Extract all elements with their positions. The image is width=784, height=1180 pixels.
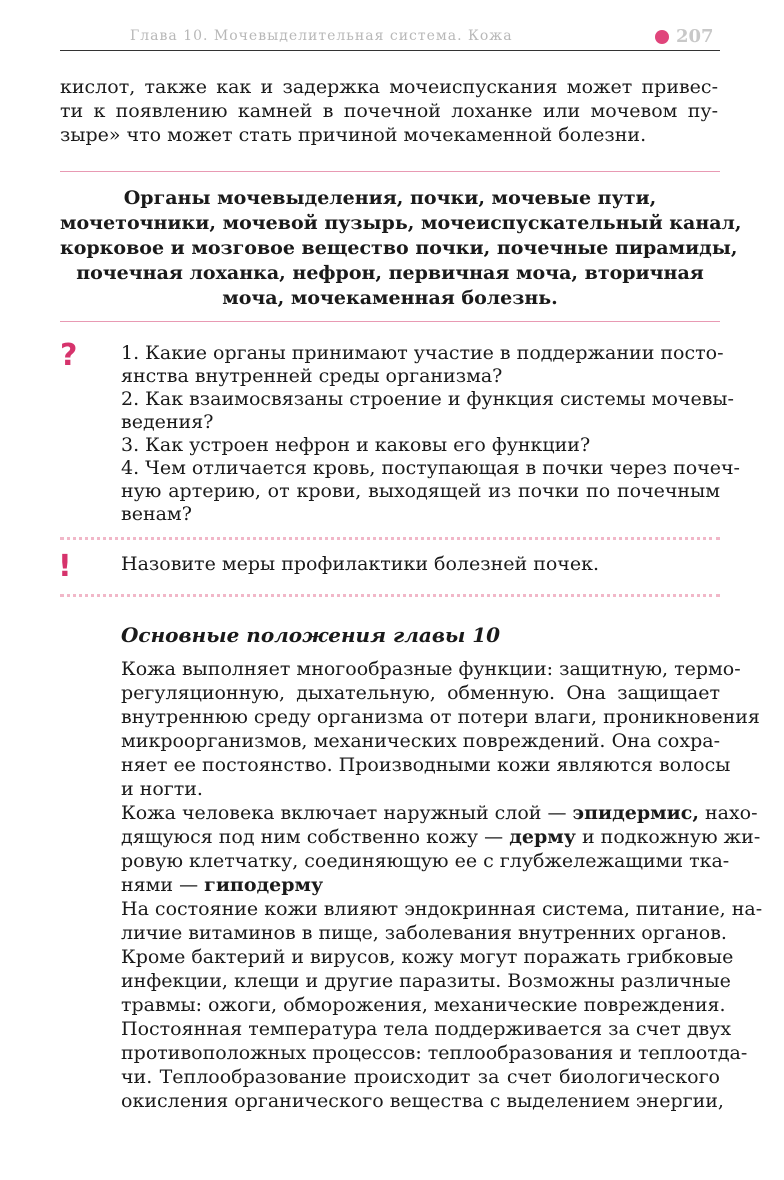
text-run: нахо- [698, 802, 758, 824]
terms-bottom-rule [60, 321, 720, 322]
exclamation-icon: ! [58, 549, 72, 584]
text-line: и ногти. [121, 778, 203, 800]
text-run: нями — [121, 874, 205, 896]
page-number: 207 [676, 26, 714, 47]
text-run: и подкожную жи- [575, 826, 761, 848]
intro-paragraph [60, 75, 718, 147]
question-line: венам? [121, 503, 192, 525]
dotted-divider [60, 594, 720, 597]
section-title: Основные положения главы 10 [121, 623, 501, 647]
running-header-title: Глава 10. Мочевыделительная система. Кожа [130, 28, 513, 44]
question-line: ную артерию, от крови, выходящей из почки по почечным [121, 480, 720, 502]
text-run: дящуюся под ним собственно кожу — [121, 826, 510, 848]
dotted-divider [60, 537, 720, 540]
key-terms-line: Органы мочевыделения, почки, мочевые пути, [123, 187, 657, 209]
term-derma: дерму [509, 826, 576, 848]
text-line: инфекции, клещи и другие паразиты. Возможны различные [121, 970, 731, 992]
text-line: окисления органического вещества с выделением энергии, [121, 1090, 724, 1112]
text-line: На состояние кожи влияют эндокринная система, питание, на- [121, 898, 763, 920]
text-line: Кроме бактерий и вирусов, кожу могут поражать грибковые [121, 946, 734, 968]
key-terms-line: мочеточники, мочевой пузырь, мочеиспускательный канал, [60, 212, 742, 234]
text-line: ти к появлению камней в почечной лоханке или мочевом пу- [60, 100, 718, 122]
text-line: Кожа выполняет многообразные функции: защитную, термо- [121, 658, 741, 680]
text-run: Кожа человека включает наружный слой — [121, 802, 573, 824]
question-line: янства внутренней среды организма? [121, 365, 503, 387]
key-terms-block [60, 186, 742, 311]
text-line: чи. Теплообразование происходит за счет биологического [121, 1066, 720, 1088]
key-terms-line: почечная лоханка, нефрон, первичная моча, вторичная [76, 262, 704, 284]
header-rule [60, 50, 720, 51]
terms-top-rule [60, 171, 720, 172]
text-line: микроорганизмов, механических повреждений. Она сохра- [121, 730, 720, 752]
text-line: травмы: ожоги, обморожения, механические повреждения. [121, 994, 726, 1016]
question-line: 2. Как взаимосвязаны строение и функция системы мочевы- [121, 388, 734, 410]
text-line [121, 825, 761, 849]
question-line: 3. Как устроен нефрон и каковы его функции? [121, 434, 591, 456]
summary-text [121, 657, 763, 1113]
question-line: 1. Какие органы принимают участие в поддержании посто- [121, 342, 724, 364]
text-line: кислот, также как и задержка мочеиспускания может привес- [60, 76, 718, 98]
text-line: регуляционную, дыхательную, обменную. Она защищает [121, 682, 720, 704]
question-line: 4. Чем отличается кровь, поступающая в почки через почеч- [121, 457, 740, 479]
text-line: няет ее постоянство. Производными кожи являются волосы [121, 754, 731, 776]
text-line [121, 873, 720, 897]
text-line: внутреннюю среду организма от потери влаги, проникновения [121, 706, 760, 728]
text-line: ровую клетчатку, соединяющую ее с глубжележащими тка- [121, 850, 730, 872]
text-line: противоположных процессов: теплообразования и теплоотда- [121, 1042, 748, 1064]
question-line: ведения? [121, 411, 214, 433]
key-terms-line: корковое и мозговое вещество почки, почечные пирамиды, [60, 237, 738, 259]
term-epidermis: эпидермис, [572, 802, 699, 824]
text-line: зыре» что может стать причиной мочекаменной болезни. [60, 124, 647, 146]
text-line [121, 801, 758, 825]
questions-block [121, 342, 740, 526]
term-hypoderma: гиподерму [204, 874, 324, 896]
question-mark-icon: ? [60, 338, 78, 373]
text-line: Постоянная температура тела поддерживается за счет двух [121, 1018, 732, 1040]
key-terms-line: моча, мочекаменная болезнь. [222, 287, 558, 309]
page-marker-dot [655, 30, 669, 44]
text-line: личие витаминов в пище, заболевания внутренних органов. [121, 922, 727, 944]
task-text: Назовите меры профилактики болезней почек. [121, 553, 600, 575]
